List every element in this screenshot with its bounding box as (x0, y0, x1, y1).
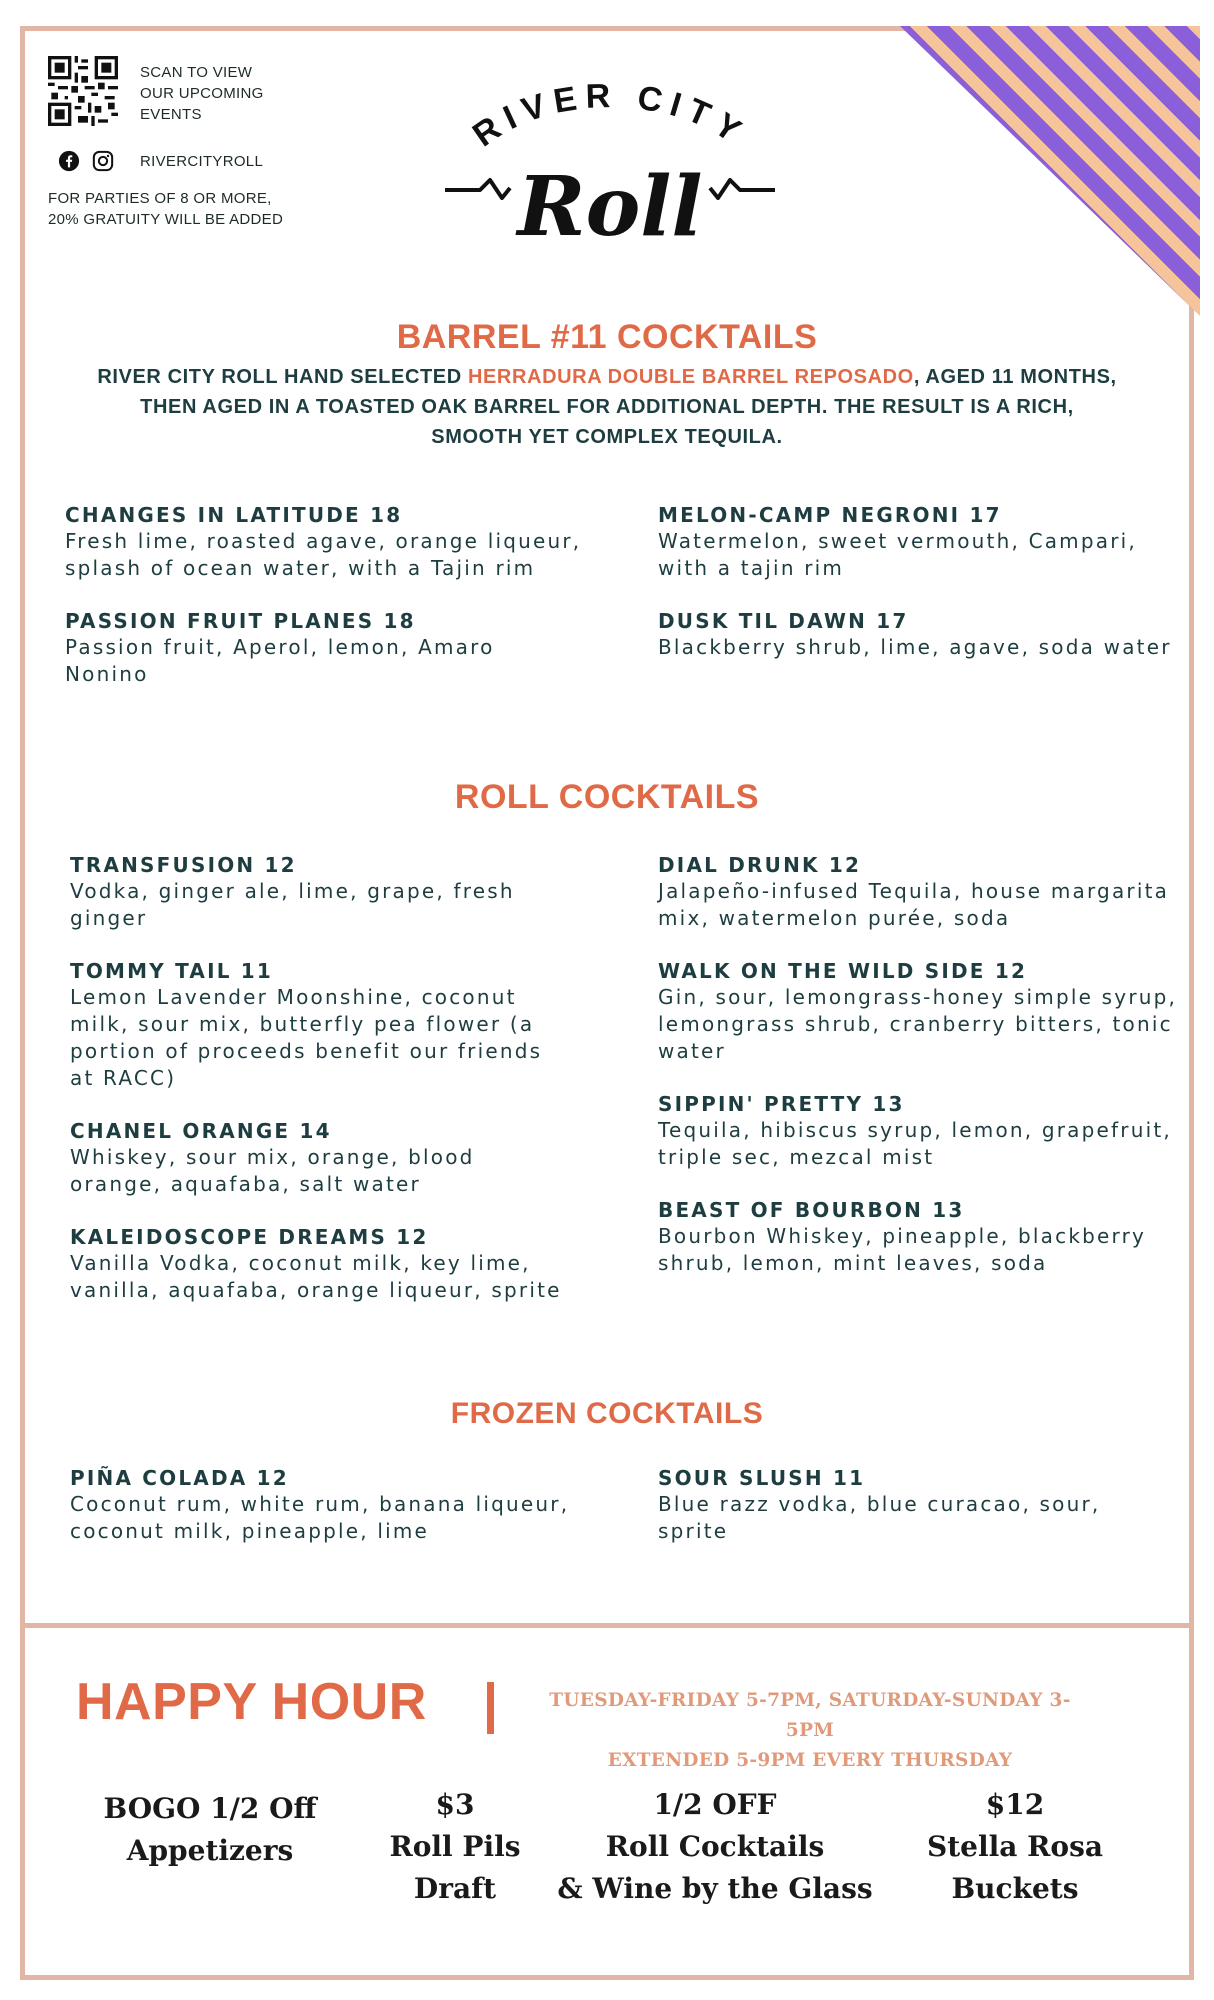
menu-item: WALK ON THE WILD SIDE 12 Gin, sour, lemongrass-honey simple syrup, lemongrass shrub, cranberry bitters, tonic water (658, 959, 1178, 1063)
barrel-description: RIVER CITY ROLL HAND SELECTED HERRADURA DOUBLE BARREL REPOSADO, AGED 11 MONTHS, THEN AGED IN A TOASTED OAK BARREL FOR ADDITIONAL DEPTH. THE RESULT IS A RICH, SMOOTH YET COMPLEX TEQUILA. (97, 366, 1117, 448)
menu-item: SIPPIN' PRETTY 13 Tequila, hibiscus syrup, lemon, grapefruit, triple sec, mezcal mist (658, 1092, 1172, 1169)
tequila-name: HERRADURA DOUBLE BARREL REPOSADO (467, 366, 914, 388)
scan-instructions: SCAN TO VIEW OUR UPCOMING EVENTS (140, 64, 264, 123)
happy-hour-separator (487, 1682, 494, 1734)
roll-left-column (70, 852, 570, 1330)
qr-code-icon[interactable] (48, 56, 118, 126)
frozen-section-title: FROZEN COCKTAILS (450, 1397, 764, 1430)
happy-hour-divider (20, 1623, 1194, 1628)
svg-text:RIVER CITY (466, 77, 754, 154)
deal-roll-cocktails: 1/2 OFF Roll Cocktails & Wine by the Glass (557, 1788, 873, 1905)
barrel-right-column (658, 502, 1178, 687)
menu-item: TRANSFUSION 12 Vodka, ginger ale, lime, grape, fresh ginger (70, 853, 515, 930)
social-handle[interactable]: RIVERCITYROLL (140, 152, 264, 170)
gratuity-notice: FOR PARTIES OF 8 OR MORE, 20% GRATUITY WILL BE ADDED (48, 190, 284, 228)
menu-item: TOMMY TAIL 11 Lemon Lavender Moonshine, coconut milk, sour mix, butterfly pea flower (a portion of proceeds benefit our friends at RACC) (70, 959, 543, 1090)
frozen-right-column (658, 1465, 1178, 1571)
happy-hour-times: TUESDAY-FRIDAY 5-7PM, SATURDAY-SUNDAY 3-5PM EXTENDED 5-9PM EVERY THURSDAY (549, 1690, 1071, 1771)
menu-item: DUSK TIL DAWN 17 Blackberry shrub, lime, agave, soda water (658, 609, 1172, 659)
barrel-left-column (65, 502, 585, 714)
happy-hour-title: HAPPY HOUR (76, 1673, 427, 1731)
menu-item: KALEIDOSCOPE DREAMS 12 Vanilla Vodka, coconut milk, key lime, vanilla, aquafaba, orange liqueur, sprite (70, 1225, 562, 1302)
deal-appetizers: BOGO 1/2 Off Appetizers (103, 1792, 317, 1867)
river-city-roll-logo (440, 70, 780, 260)
roll-right-column (658, 852, 1178, 1303)
instagram-icon[interactable] (92, 150, 114, 172)
deal-stella-rosa: $12 Stella Rosa Buckets (927, 1788, 1103, 1905)
deal-roll-pils: $3 Roll Pils Draft (389, 1788, 521, 1905)
menu-item: DIAL DRUNK 12 Jalapeño-infused Tequila, house margarita mix, watermelon purée, soda (658, 853, 1170, 930)
frozen-left-column (70, 1465, 570, 1571)
menu-item: BEAST OF BOURBON 13 Bourbon Whiskey, pineapple, blackberry shrub, lemon, mint leaves, soda (658, 1198, 1147, 1275)
roll-section-title: ROLL COCKTAILS (454, 778, 760, 816)
logo-top-text: RIVER CITY (466, 76, 755, 155)
menu-item: MELON-CAMP NEGRONI 17 Watermelon, sweet vermouth, Campari, with a tajin rim (658, 503, 1137, 580)
menu-item: PIÑA COLADA 12 Coconut rum, white rum, banana liqueur, coconut milk, pineapple, lime (70, 1466, 570, 1543)
menu-item: CHANGES IN LATITUDE 18 Fresh lime, roasted agave, orange liqueur, splash of ocean water, with a Tajin rim (65, 503, 582, 580)
menu-item: CHANEL ORANGE 14 Whiskey, sour mix, orange, blood orange, aquafaba, salt water (70, 1119, 475, 1196)
facebook-icon[interactable] (58, 150, 80, 172)
menu-item: PASSION FRUIT PLANES 18 Passion fruit, Aperol, lemon, Amaro Nonino (65, 609, 495, 686)
social-links (58, 150, 263, 172)
logo-script-text: Roll (517, 159, 703, 255)
barrel-section-title: BARREL #11 COCKTAILS (396, 318, 818, 356)
menu-item: SOUR SLUSH 11 Blue razz vodka, blue curacao, sour, sprite (658, 1466, 1101, 1543)
